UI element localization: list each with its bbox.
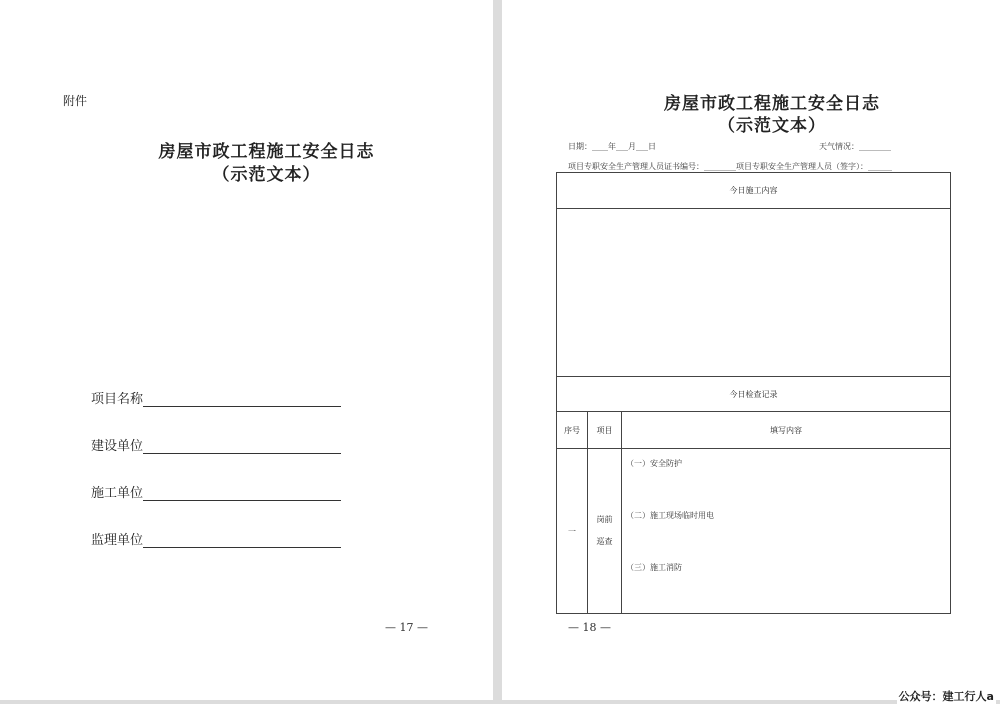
- field-construction-unit: [91, 435, 341, 454]
- field-label: 项目名称: [91, 392, 144, 407]
- content-item: （二）施工现场临时用电: [626, 511, 714, 520]
- content-item: （一）安全防护: [626, 459, 682, 468]
- field-project-name: [91, 388, 341, 407]
- page-subtitle: （示范文本）: [718, 116, 826, 136]
- col-header-content: 填写内容: [621, 411, 951, 449]
- today-work-header: [556, 172, 951, 209]
- field-label: 施工单位: [91, 486, 144, 501]
- row-index: 一: [556, 448, 588, 614]
- field-label: 监理单位: [91, 533, 144, 548]
- page-title: 房屋市政工程施工安全日志: [158, 142, 375, 162]
- page-number: — 17 —: [385, 621, 428, 634]
- blank-line: [143, 440, 341, 454]
- field-builder-unit: [91, 482, 341, 501]
- watermark: 公众号：建工行人a: [898, 690, 994, 703]
- blank-line: [143, 534, 341, 548]
- row-item: 岗前巡查: [587, 448, 622, 614]
- page-18: [502, 0, 1000, 700]
- row-content: [621, 448, 951, 614]
- date-line: 日期：____年___月___日: [568, 142, 656, 151]
- today-check-header: [556, 376, 951, 412]
- page-subtitle: （示范文本）: [212, 165, 321, 185]
- content-item: （三）施工消防: [626, 563, 682, 572]
- certificate-line: 项目专职安全生产管理人员证书编号：________项目专职安全生产管理人员（签字）：______: [568, 162, 892, 171]
- field-supervision-unit: [91, 529, 341, 548]
- col-header-index: 序号: [556, 411, 588, 449]
- attachment-label: 附件: [63, 94, 88, 108]
- header-text: 今日施工内容: [729, 186, 778, 195]
- today-work-content: [556, 208, 951, 377]
- blank-line: [143, 487, 341, 501]
- weather-line: 天气情况：________: [819, 142, 891, 151]
- header-text: 今日检查记录: [729, 389, 778, 399]
- col-header-item: 项目: [587, 411, 622, 449]
- page-title: 房屋市政工程施工安全日志: [664, 94, 880, 114]
- page-number: — 18 —: [568, 621, 611, 634]
- page-17: [0, 0, 493, 700]
- blank-line: [143, 393, 341, 407]
- field-label: 建设单位: [91, 439, 144, 454]
